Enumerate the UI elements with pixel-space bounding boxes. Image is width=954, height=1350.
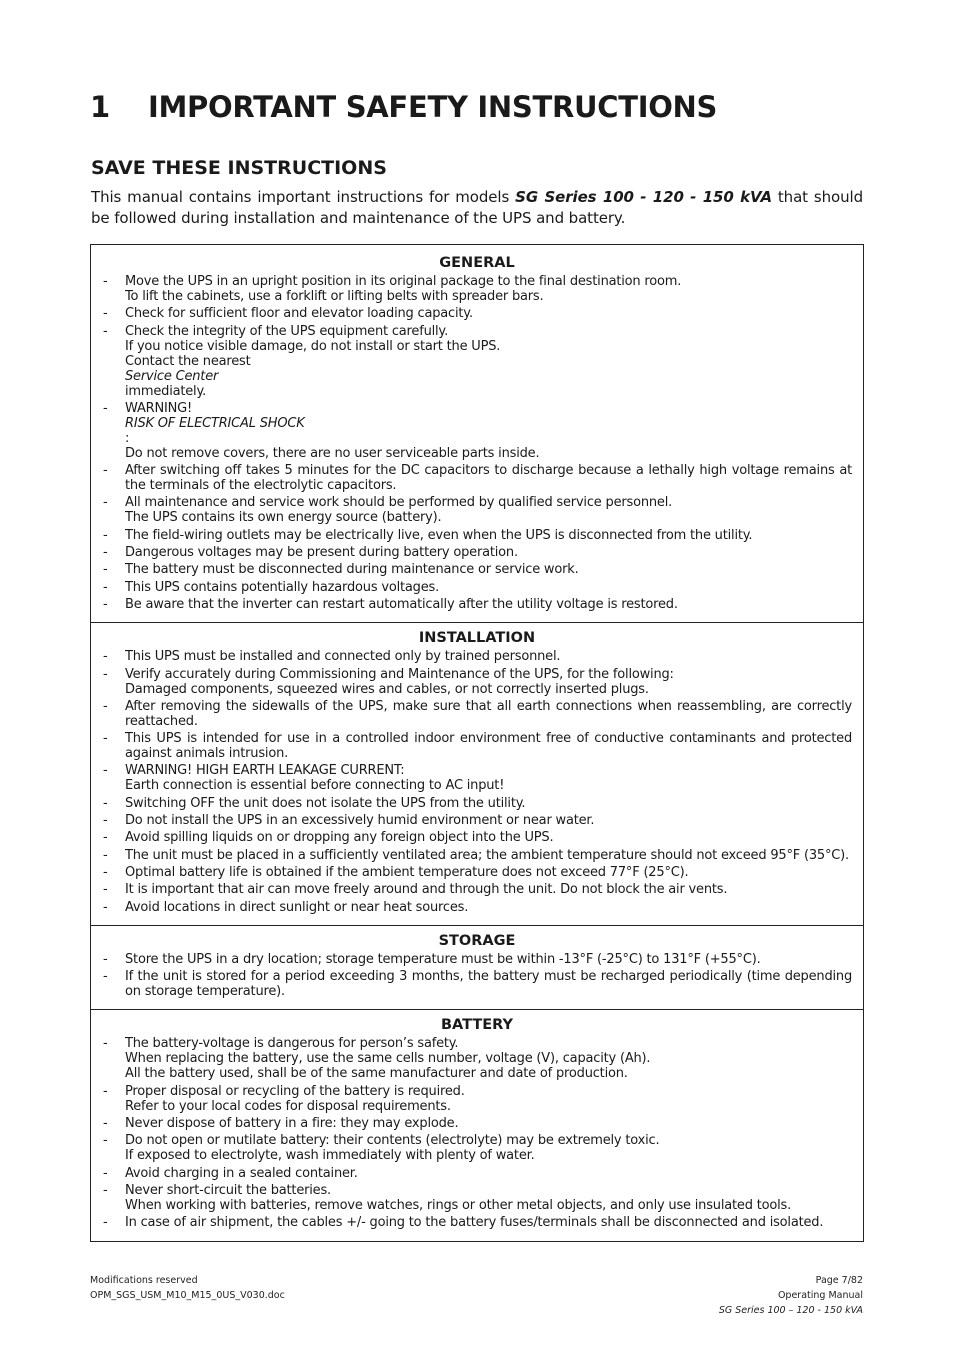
list-item: - This UPS is intended for use in a controlled indoor environment free of conductive contaminants and protected against animals intrusion. (102, 731, 852, 761)
list-item: - Optimal battery life is obtained if the ambient temperature does not exceed 77°F (25°C). (102, 865, 852, 880)
footer-page-number: Page 7/82 (815, 1275, 863, 1286)
list-item: - Move the UPS in an upright position in its original package to the final destination room. To lift the cabinets, use a forklift or lifting belts with spreader bars. (102, 274, 852, 304)
list-item: - Check the integrity of the UPS equipment carefully. If you notice visible damage, do not install or start the UPS. Contact the nearest Service Center immediately. (102, 324, 852, 399)
list-item: - In case of air shipment, the cables +/- going to the battery fuses/terminals shall be disconnected and isolated. (102, 1215, 852, 1230)
list-item: - This UPS contains potentially hazardous voltages. (102, 580, 852, 595)
intro-paragraph: This manual contains important instructions for models SG Series 100 - 120 - 150 kVA that should be followed during installation and maintenance of the UPS and battery. (91, 188, 863, 227)
list-item: - After switching off takes 5 minutes for the DC capacitors to discharge because a lethally high voltage remains at the terminals of the electrolytic capacitors. (102, 463, 852, 493)
footer-filename: OPM_SGS_USM_M10_M15_0US_V030.doc (90, 1290, 285, 1301)
list-item: - Never short-circuit the batteries. When working with batteries, remove watches, rings or other metal objects, and only use insulated tools. (102, 1183, 852, 1213)
storage-title: STORAGE (438, 932, 516, 949)
list-item: - Switching OFF the unit does not isolate the UPS from the utility. (102, 796, 852, 811)
list-item: - It is important that air can move freely around and through the unit. Do not block the air vents. (102, 882, 852, 897)
footer-left (90, 1273, 285, 1303)
storage-section (91, 925, 863, 1010)
section-subheading: SAVE THESE INSTRUCTIONS (91, 157, 387, 179)
battery-section (91, 1009, 863, 1240)
footer-right (719, 1273, 863, 1318)
list-item: - Avoid spilling liquids on or dropping any foreign object into the UPS. (102, 830, 852, 845)
model-name: SG Series 100 - 120 - 150 kVA (515, 188, 772, 206)
list-item: - The unit must be placed in a sufficiently ventilated area; the ambient temperature should not exceed 95°F (35°C). (102, 848, 852, 863)
list-item: - Avoid locations in direct sunlight or near heat sources. (102, 900, 852, 915)
list-item: - Do not open or mutilate battery: their contents (electrolyte) may be extremely toxic. If exposed to electrolyte, wash immediately with plenty of water. (102, 1133, 852, 1163)
battery-title: BATTERY (440, 1017, 514, 1034)
list-item: - The field-wiring outlets may be electrically live, even when the UPS is disconnected from the utility. (102, 528, 852, 543)
installation-list (102, 649, 852, 914)
list-item: - WARNING! RISK OF ELECTRICAL SHOCK : Do not remove covers, there are no user serviceable parts inside. (102, 401, 852, 461)
warning-line: - WARNING! RISK OF ELECTRICAL SHOCK : (125, 400, 305, 446)
chapter-heading (90, 90, 717, 124)
general-section (91, 245, 863, 622)
list-item: - This UPS must be installed and connected only by trained personnel. (102, 649, 852, 664)
list-item: - If the unit is stored for a period exceeding 3 months, the battery must be recharged periodically (time depending on storage temperature). (102, 969, 852, 999)
list-item: - Check for sufficient floor and elevator loading capacity. (102, 306, 852, 321)
list-item: - The battery-voltage is dangerous for person’s safety. When replacing the battery, use the same cells number, voltage (V), capacity (Ah). All the battery used, shall be of the same manufacturer and date of production. (102, 1036, 852, 1081)
list-item: - Avoid charging in a sealed container. (102, 1166, 852, 1181)
list-item: - WARNING! HIGH EARTH LEAKAGE CURRENT: Earth connection is essential before connecting to AC input! (102, 763, 852, 793)
chapter-number: 1 (90, 90, 110, 124)
safety-instructions-table (90, 244, 864, 1242)
list-item: - Do not install the UPS in an excessively humid environment or near water. (102, 813, 852, 828)
list-item: - Store the UPS in a dry location; storage temperature must be within -13°F (-25°C) to 131°F (+55°C). (102, 952, 852, 967)
list-item: - All maintenance and service work should be performed by qualified service personnel. The UPS contains its own energy source (battery). (102, 495, 852, 525)
list-item: - Be aware that the inverter can restart automatically after the utility voltage is restored. (102, 597, 852, 612)
list-item: - Verify accurately during Commissioning and Maintenance of the UPS, for the following: Damaged components, squeezed wires and cables, or not correctly inserted plugs. (102, 667, 852, 697)
footer-modifications: Modifications reserved (90, 1275, 198, 1286)
list-item: - The battery must be disconnected during maintenance or service work. (102, 562, 852, 577)
service-center-line: Contact the nearest Service Center immediately. (125, 353, 251, 399)
list-item: - After removing the sidewalls of the UPS, make sure that all earth connections when reassembling, are correctly reattached. (102, 699, 852, 729)
footer-manual-title: Operating Manual SG Series 100 – 120 - 150 kVA (718, 1290, 863, 1316)
general-list (102, 274, 852, 612)
list-item: - Never dispose of battery in a fire: they may explode. (102, 1116, 852, 1131)
storage-list (102, 952, 852, 999)
chapter-title: IMPORTANT SAFETY INSTRUCTIONS (148, 90, 718, 124)
list-item: - Dangerous voltages may be present during battery operation. (102, 545, 852, 560)
installation-title: INSTALLATION (418, 630, 536, 647)
general-title: GENERAL (439, 255, 515, 271)
battery-list (102, 1036, 852, 1230)
list-item: - Proper disposal or recycling of the battery is required. Refer to your local codes for disposal requirements. (102, 1084, 852, 1114)
installation-section (91, 622, 863, 925)
